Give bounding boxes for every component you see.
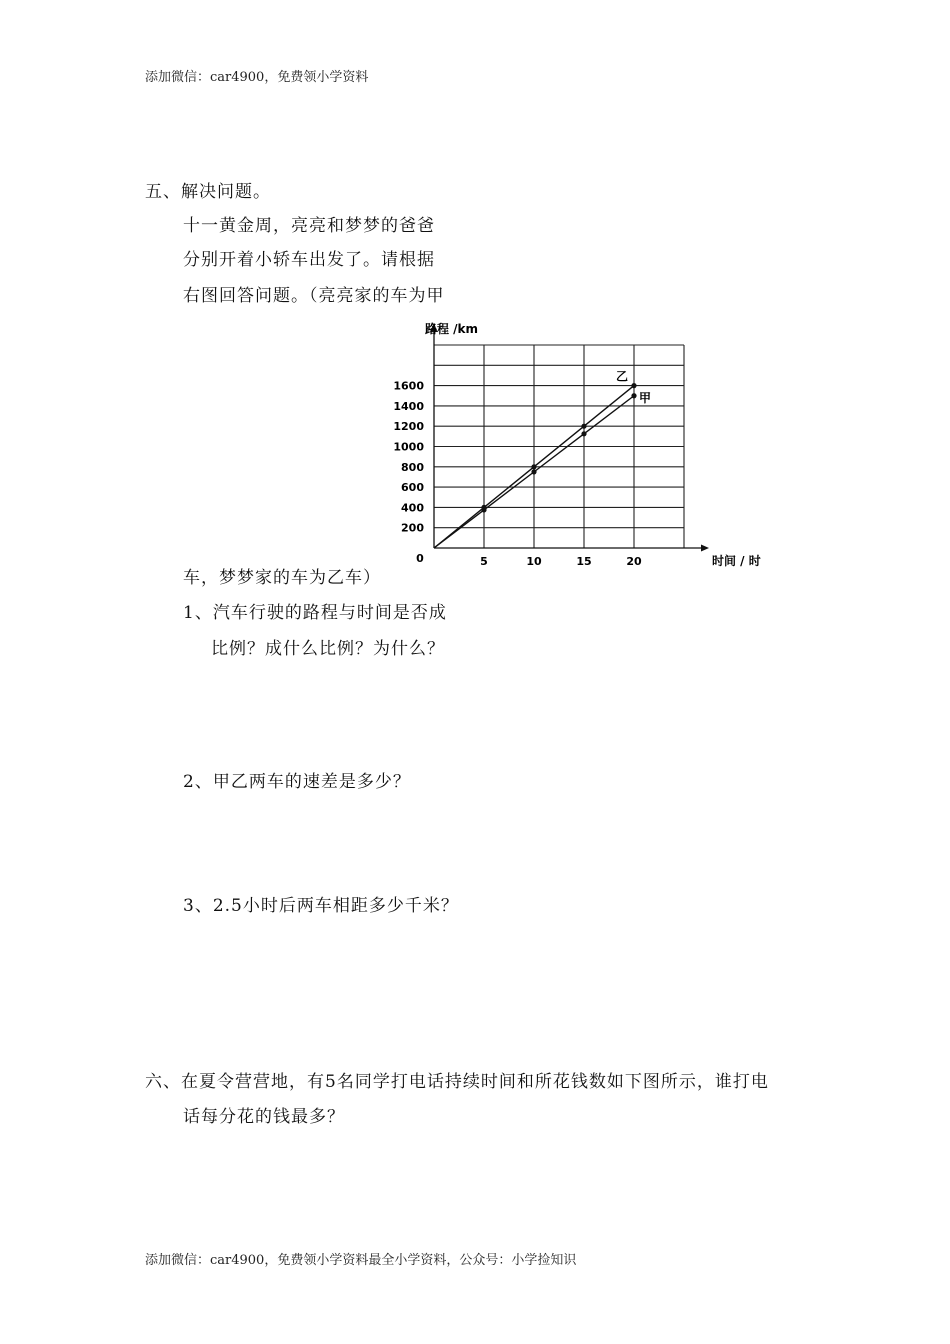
y-tick-label: 1200: [393, 420, 424, 434]
y-tick-label: 1000: [393, 440, 424, 454]
origin-label: 0: [416, 552, 424, 565]
y-tick-label: 1400: [393, 399, 424, 413]
y-tick-label: 200: [401, 521, 424, 535]
question-3: 3、2.5小时后两车相距多少千米？: [183, 896, 459, 916]
data-point: [531, 469, 536, 474]
data-point: [581, 431, 586, 436]
page-header: 添加微信：car4900，免费领小学资料: [145, 70, 369, 85]
page-footer: 添加微信：car4900，免费领小学资料最全小学资料，公众号：小学捡知识: [145, 1253, 577, 1268]
y-tick-label: 400: [401, 501, 424, 515]
x-tick-label: 5: [480, 555, 488, 568]
distance-time-chart: [385, 318, 775, 576]
question-1-line-2: 比例？成什么比例？为什么？: [211, 639, 445, 659]
y-tick-label: 600: [401, 481, 424, 495]
problem-intro-line-3: 右图回答问题。（亮亮家的车为甲: [183, 286, 445, 306]
section-5-title: 五、解决问题。: [145, 182, 271, 202]
data-point: [631, 393, 636, 398]
x-axis-arrow: [701, 545, 709, 552]
data-point: [481, 505, 486, 510]
y-tick-label: 1600: [393, 379, 424, 393]
x-tick-label: 20: [626, 555, 642, 568]
section-6-line-2: 话每分花的钱最多？: [183, 1107, 345, 1127]
problem-intro-line-4: 车，梦梦家的车为乙车）: [183, 568, 381, 588]
problem-intro-line-1: 十一黄金周，亮亮和梦梦的爸爸: [183, 216, 435, 236]
y-axis-label: 路程 /km: [425, 322, 479, 336]
series-label: 甲: [639, 390, 652, 405]
chart-ticks: [393, 380, 642, 568]
chart-series: [434, 370, 651, 548]
x-tick-label: 15: [576, 555, 592, 568]
data-point: [531, 464, 536, 469]
y-tick-label: 800: [401, 460, 424, 474]
x-axis-label: 时间 / 时: [712, 554, 761, 568]
problem-intro-line-2: 分别开着小轿车出发了。请根据: [183, 250, 435, 270]
data-point: [631, 383, 636, 388]
data-point: [581, 424, 586, 429]
section-6-line-1: 六、在夏令营营地，有5名同学打电话持续时间和所花钱数如下图所示，谁打电: [145, 1072, 769, 1092]
question-1-line-1: 1、汽车行驶的路程与时间是否成: [183, 603, 447, 623]
x-tick-label: 10: [526, 555, 542, 568]
question-2: 2、甲乙两车的速差是多少？: [183, 772, 411, 792]
series-label: 乙: [616, 369, 629, 384]
